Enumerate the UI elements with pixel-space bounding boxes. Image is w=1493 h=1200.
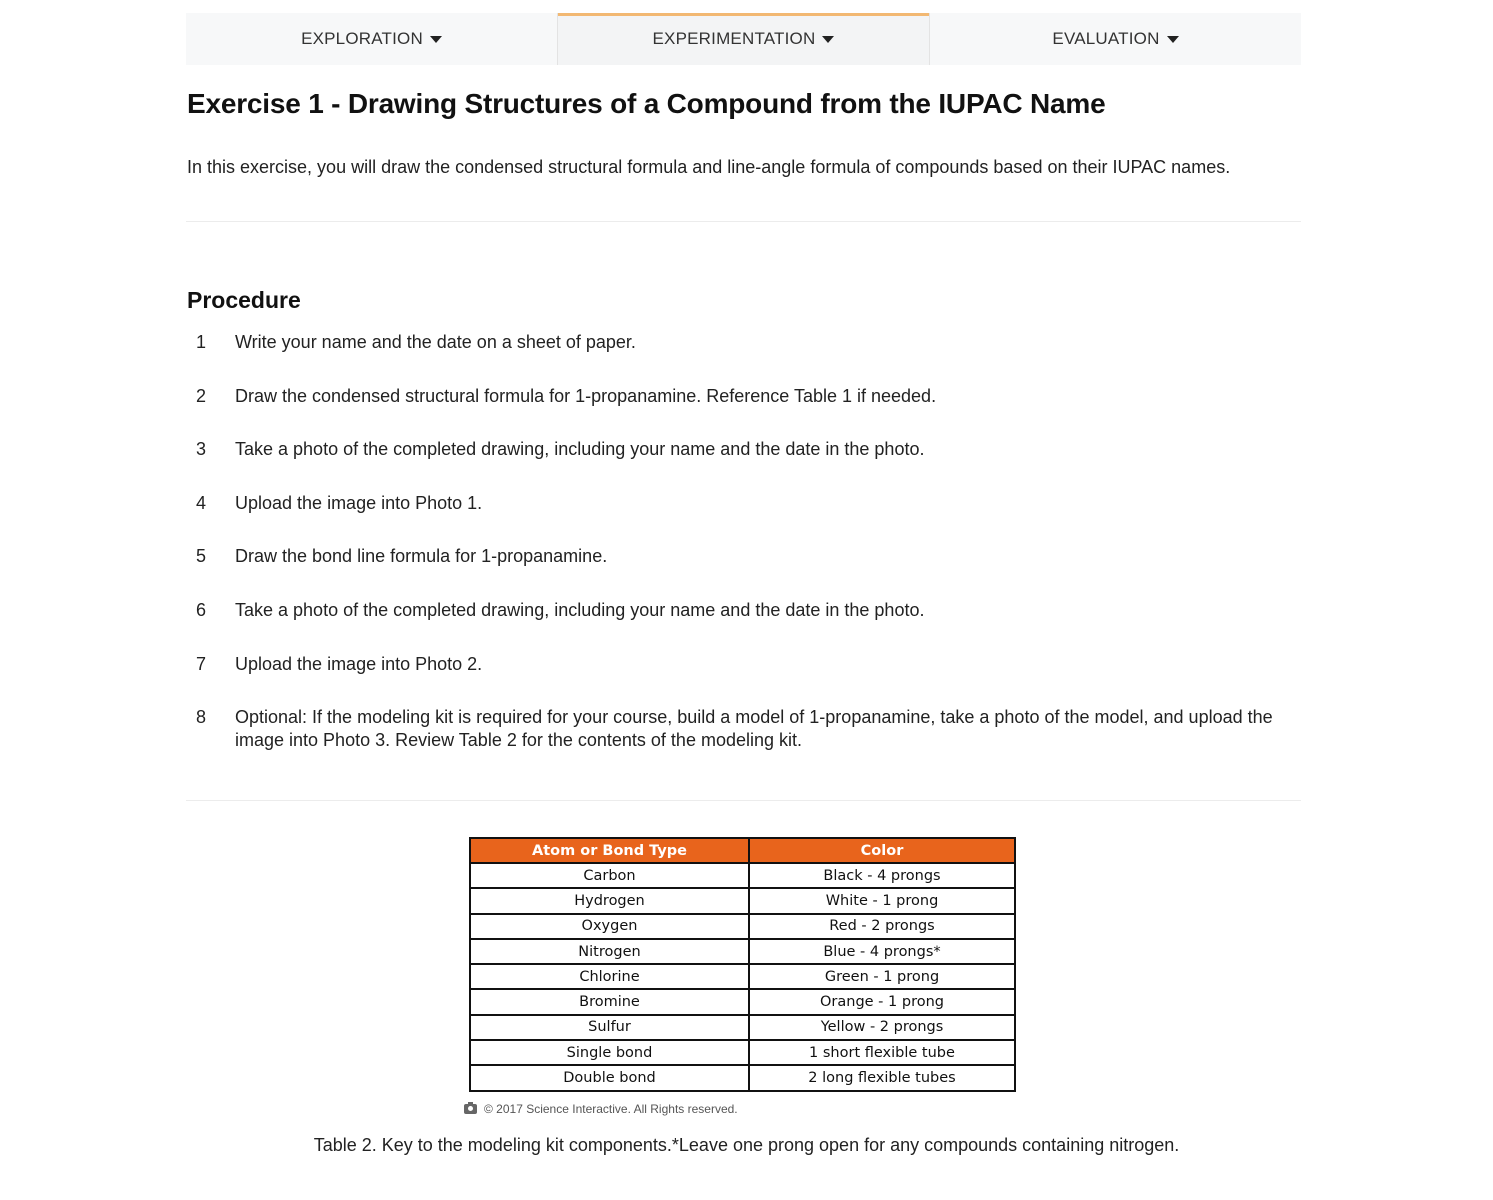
column-header: Color bbox=[749, 838, 1015, 863]
procedure-step bbox=[187, 385, 1297, 438]
step-number: 8 bbox=[196, 707, 207, 727]
exercise-intro: In this exercise, you will draw the condensed structural formula and line-angle formula of compounds based on their IUPAC names. bbox=[187, 157, 1231, 177]
table-row bbox=[470, 989, 1015, 1014]
table-row bbox=[470, 1065, 1015, 1090]
table-row bbox=[470, 863, 1015, 888]
table-row bbox=[470, 888, 1015, 913]
table-cell: Chlorine bbox=[470, 964, 749, 989]
procedure-step bbox=[187, 438, 1297, 492]
procedure-step bbox=[187, 492, 1297, 545]
column-header: Atom or Bond Type bbox=[470, 838, 749, 863]
step-number: 2 bbox=[196, 386, 207, 406]
table-cell: Green - 1 prong bbox=[749, 964, 1015, 989]
procedure-step bbox=[187, 653, 1297, 706]
procedure-step bbox=[187, 331, 1297, 385]
step-number: 1 bbox=[196, 332, 207, 352]
step-text: Draw the bond line formula for 1-propanamine. bbox=[235, 546, 608, 566]
table-cell: Carbon bbox=[470, 863, 749, 888]
caret-down-icon bbox=[822, 36, 834, 43]
section-tabs bbox=[186, 13, 1301, 65]
table-cell: Red - 2 prongs bbox=[749, 914, 1015, 939]
table-caption: Table 2. Key to the modeling kit components.*Leave one prong open for any compounds containing nitrogen. bbox=[313, 1135, 1180, 1155]
table-cell: White - 1 prong bbox=[749, 888, 1015, 913]
tab-exploration[interactable] bbox=[186, 13, 557, 65]
step-text: Take a photo of the completed drawing, including your name and the date in the photo. bbox=[235, 600, 925, 620]
procedure-heading: Procedure bbox=[187, 287, 301, 313]
step-text: Draw the condensed structural formula for 1-propanamine. Reference Table 1 if needed. bbox=[235, 386, 937, 406]
procedure-list bbox=[187, 331, 1297, 752]
step-text: Upload the image into Photo 2. bbox=[235, 654, 483, 674]
procedure-step bbox=[187, 599, 1297, 653]
procedure-step bbox=[187, 706, 1297, 752]
table-cell: Yellow - 2 prongs bbox=[749, 1015, 1015, 1040]
tab-experimentation[interactable] bbox=[557, 13, 930, 65]
divider bbox=[186, 800, 1301, 801]
step-number: 5 bbox=[196, 546, 207, 566]
tab-evaluation-label: EVALUATION bbox=[1052, 29, 1160, 48]
table-cell: Double bond bbox=[470, 1065, 749, 1090]
divider bbox=[186, 221, 1301, 222]
tab-experimentation-label: EXPERIMENTATION bbox=[652, 29, 816, 48]
step-number: 4 bbox=[196, 493, 207, 513]
table-cell: Sulfur bbox=[470, 1015, 749, 1040]
caret-down-icon bbox=[430, 36, 442, 43]
credit-text: © 2017 Science Interactive. All Rights reserved. bbox=[484, 1102, 738, 1116]
table-cell: Blue - 4 prongs* bbox=[749, 939, 1015, 964]
table-row bbox=[470, 964, 1015, 989]
table-row bbox=[470, 939, 1015, 964]
step-number: 6 bbox=[196, 600, 207, 620]
step-number: 3 bbox=[196, 439, 207, 459]
table-cell: Orange - 1 prong bbox=[749, 989, 1015, 1014]
table-cell: 2 long flexible tubes bbox=[749, 1065, 1015, 1090]
table-row bbox=[470, 1040, 1015, 1065]
tab-exploration-label: EXPLORATION bbox=[301, 29, 423, 48]
table-header-row bbox=[470, 838, 1015, 863]
table-cell: 1 short flexible tube bbox=[749, 1040, 1015, 1065]
table-cell: Hydrogen bbox=[470, 888, 749, 913]
table-cell: Single bond bbox=[470, 1040, 749, 1065]
page-title: Exercise 1 - Drawing Structures of a Compound from the IUPAC Name bbox=[187, 88, 1106, 119]
tab-evaluation[interactable] bbox=[930, 13, 1301, 65]
camera-icon bbox=[464, 1104, 477, 1114]
step-number: 7 bbox=[196, 654, 207, 674]
table-row bbox=[470, 1015, 1015, 1040]
step-text: Write your name and the date on a sheet of paper. bbox=[235, 332, 636, 352]
step-text: Take a photo of the completed drawing, including your name and the date in the photo. bbox=[235, 439, 925, 459]
table-cell: Oxygen bbox=[470, 914, 749, 939]
table-cell: Nitrogen bbox=[470, 939, 749, 964]
step-text: Upload the image into Photo 1. bbox=[235, 493, 483, 513]
step-text: Optional: If the modeling kit is required for your course, build a model of 1-propanamine, take a photo of the model, and upload the image into Photo 3. Review Table 2 for the contents of the modeling kit. bbox=[235, 707, 1273, 750]
table-cell: Bromine bbox=[470, 989, 749, 1014]
table-row bbox=[470, 914, 1015, 939]
caret-down-icon bbox=[1167, 36, 1179, 43]
modeling-kit-table bbox=[469, 837, 1016, 1092]
image-credit bbox=[464, 1102, 738, 1116]
table-cell: Black - 4 prongs bbox=[749, 863, 1015, 888]
procedure-step bbox=[187, 545, 1297, 599]
